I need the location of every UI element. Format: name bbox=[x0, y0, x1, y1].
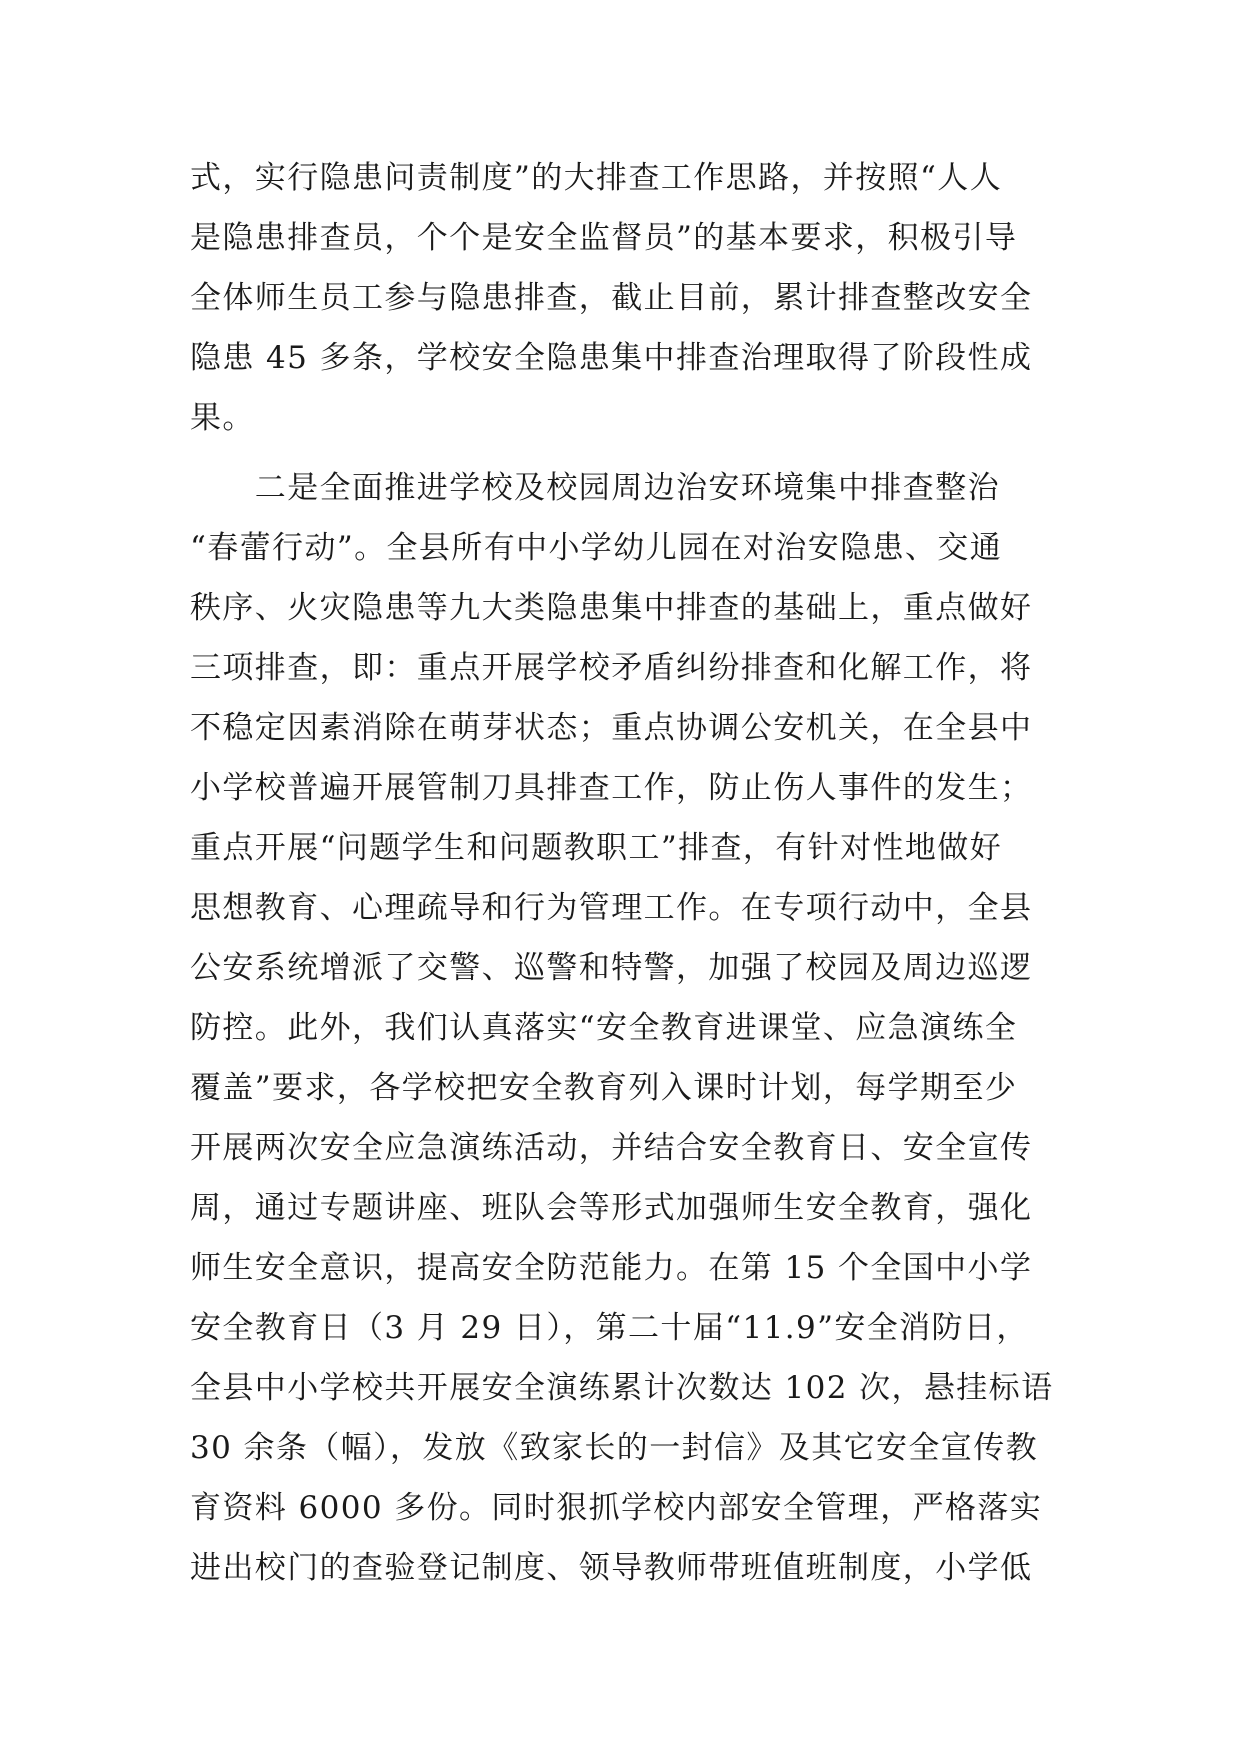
text-line: 秩序、火灾隐患等九大类隐患集中排查的基础上，重点做好 bbox=[190, 590, 1033, 626]
text-line: 开展两次安全应急演练活动，并结合安全教育日、安全宣传 bbox=[190, 1130, 1033, 1166]
text-line: 育资料 6000 多份。同时狠抓学校内部安全管理，严格落实 bbox=[190, 1490, 1043, 1526]
text-line: 思想教育、心理疏导和行为管理工作。在专项行动中，全县 bbox=[190, 890, 1033, 926]
paragraph-2 bbox=[190, 458, 1060, 1598]
text-line: 小学校普遍开展管制刀具排查工作，防止伤人事件的发生； bbox=[190, 770, 1033, 806]
text-line: 进出校门的查验登记制度、领导教师带班值班制度，小学低 bbox=[190, 1550, 1033, 1586]
paragraph-gap bbox=[190, 448, 1060, 458]
text-line: 不稳定因素消除在萌芽状态；重点协调公安机关，在全县中 bbox=[190, 710, 1033, 746]
text-line: “春蕾行动”。全县所有中小学幼儿园在对治安隐患、交通 bbox=[190, 530, 1003, 566]
text-line: 式，实行隐患问责制度”的大排查工作思路，并按照“人人 bbox=[190, 160, 1003, 196]
paragraph-1 bbox=[190, 148, 1060, 448]
text-line: 重点开展“问题学生和问题教职工”排查，有针对性地做好 bbox=[190, 830, 1003, 866]
text-line: 安全教育日（3 月 29 日），第二十届“11.9”安全消防日， bbox=[190, 1310, 1029, 1346]
text-line: 二是全面推进学校及校园周边治安环境集中排查整治 bbox=[190, 470, 1000, 506]
text-line: 周，通过专题讲座、班队会等形式加强师生安全教育，强化 bbox=[190, 1190, 1033, 1226]
text-line: 公安系统增派了交警、巡警和特警，加强了校园及周边巡逻 bbox=[190, 950, 1033, 986]
text-line: 防控。此外，我们认真落实“安全教育进课堂、应急演练全 bbox=[190, 1010, 1018, 1046]
body-text bbox=[190, 148, 1060, 1598]
text-line: 全县中小学校共开展安全演练累计次数达 102 次，悬挂标语 bbox=[190, 1370, 1054, 1406]
text-line: 30 余条（幅），发放《致家长的一封信》及其它安全宣传教 bbox=[190, 1430, 1038, 1466]
text-line: 果。 bbox=[190, 400, 255, 436]
text-line: 三项排查，即：重点开展学校矛盾纠纷排查和化解工作，将 bbox=[190, 650, 1033, 686]
text-line: 是隐患排查员，个个是安全监督员”的基本要求，积极引导 bbox=[190, 220, 1018, 256]
text-line: 全体师生员工参与隐患排查，截止目前，累计排查整改安全 bbox=[190, 280, 1033, 316]
text-line: 师生安全意识，提高安全防范能力。在第 15 个全国中小学 bbox=[190, 1250, 1033, 1286]
text-line: 隐患 45 多条，学校安全隐患集中排查治理取得了阶段性成 bbox=[190, 340, 1033, 376]
text-line: 覆盖”要求，各学校把安全教育列入课时计划，每学期至少 bbox=[190, 1070, 1018, 1106]
